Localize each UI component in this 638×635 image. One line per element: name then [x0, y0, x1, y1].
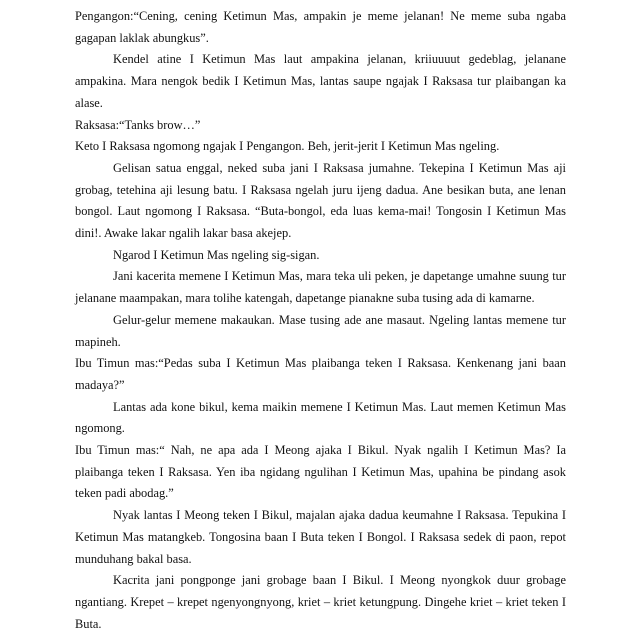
paragraph-mouse-arrives: Lantas ada kone bikul, kema maikin memene I Ketimun Mas. Laut memen Ketimun Mas ngomong.	[75, 399, 566, 436]
paragraph-ibu-request: Ibu Timun mas:“ Nah, ne apa ada I Meong ajaka I Bikul. Nyak ngalih I Ketimun Mas? Ia plaibanga teken I Raksasa. Yen iba ngidang ngulihan I Ketimun Mas, upahina be pindang asok teken padi abodag.”	[75, 443, 566, 501]
paragraph-sobbing: Ngarod I Ketimun Mas ngeling sig-sigan.	[113, 247, 320, 262]
paragraph-raksasa-home: Gelisan satua enggal, neked suba jani I Raksasa jumahne. Tekepina I Ketimun Mas aji grobag, tetehina aji lesung batu. I Raksasa ngelah juru ijeng dadua. Ane besikan buta, ane lenan bongol. Laut ngomong I Raksasa. “Buta-bongol, eda luas kema-mai! Tongosin I Ketimun Mas dini!. Awake lakar ngalih lakar basa akejep.	[75, 160, 566, 241]
paragraph-pengangon-call: Pengangon:“Cening, cening Ketimun Mas, ampakin je meme jelanan! Ne meme suba ngaba gagapan laklak abungkus”.	[75, 9, 566, 45]
paragraph-raksasa-thanks: Raksasa:“Tanks brow…”	[75, 117, 201, 132]
paragraph-opens-window: Kendel atine I Ketimun Mas laut ampakina jelanan, kriiuuuut gedeblag, jelanane ampakina. Mara nengok bedik I Ketimun Mas, lantas saupe ngajak I Raksasa tur plaibangan ka alase.	[75, 52, 566, 110]
paragraph-ibu-lament: Ibu Timun mas:“Pedas suba I Ketimun Mas plaibanga teken I Raksasa. Kenkenang jani baan madaya?”	[75, 356, 566, 392]
paragraph-cat-mouse-go: Nyak lantas I Meong teken I Bikul, majalan ajaka dadua keumahne I Raksasa. Tepukina I Ketimun Mas matangkeb. Tongosina baan I Buta teken I Bongol. I Raksasa sedek di paon, repot munduhang bakal basa.	[75, 508, 566, 566]
paragraph-ketimun-cries: Keto I Raksasa ngomong ngajak I Pengangon. Beh, jerit-jerit I Ketimun Mas ngeling.	[75, 139, 500, 154]
paragraph-mother-calls: Gelur-gelur memene makaukan. Mase tusing ade ane masaut. Ngeling lantas memene tur mapineh.	[75, 312, 566, 349]
paragraph-gnawing-cart: Kacrita jani pongponge jani grobage baan I Bikul. I Meong nyongkok duur grobage ngantiang. Krepet – krepet ngenyongnyong, kriet – kriet ketungpung. Dingehe kriet – kriet teken I Buta.	[75, 573, 566, 631]
paragraph-mother-returns: Jani kacerita memene I Ketimun Mas, mara teka uli peken, je dapetange umahne suung tur jelanane maampakan, mara tolihe katengah, dapetange pianakne suba tusing ada di kamarne.	[75, 269, 566, 306]
